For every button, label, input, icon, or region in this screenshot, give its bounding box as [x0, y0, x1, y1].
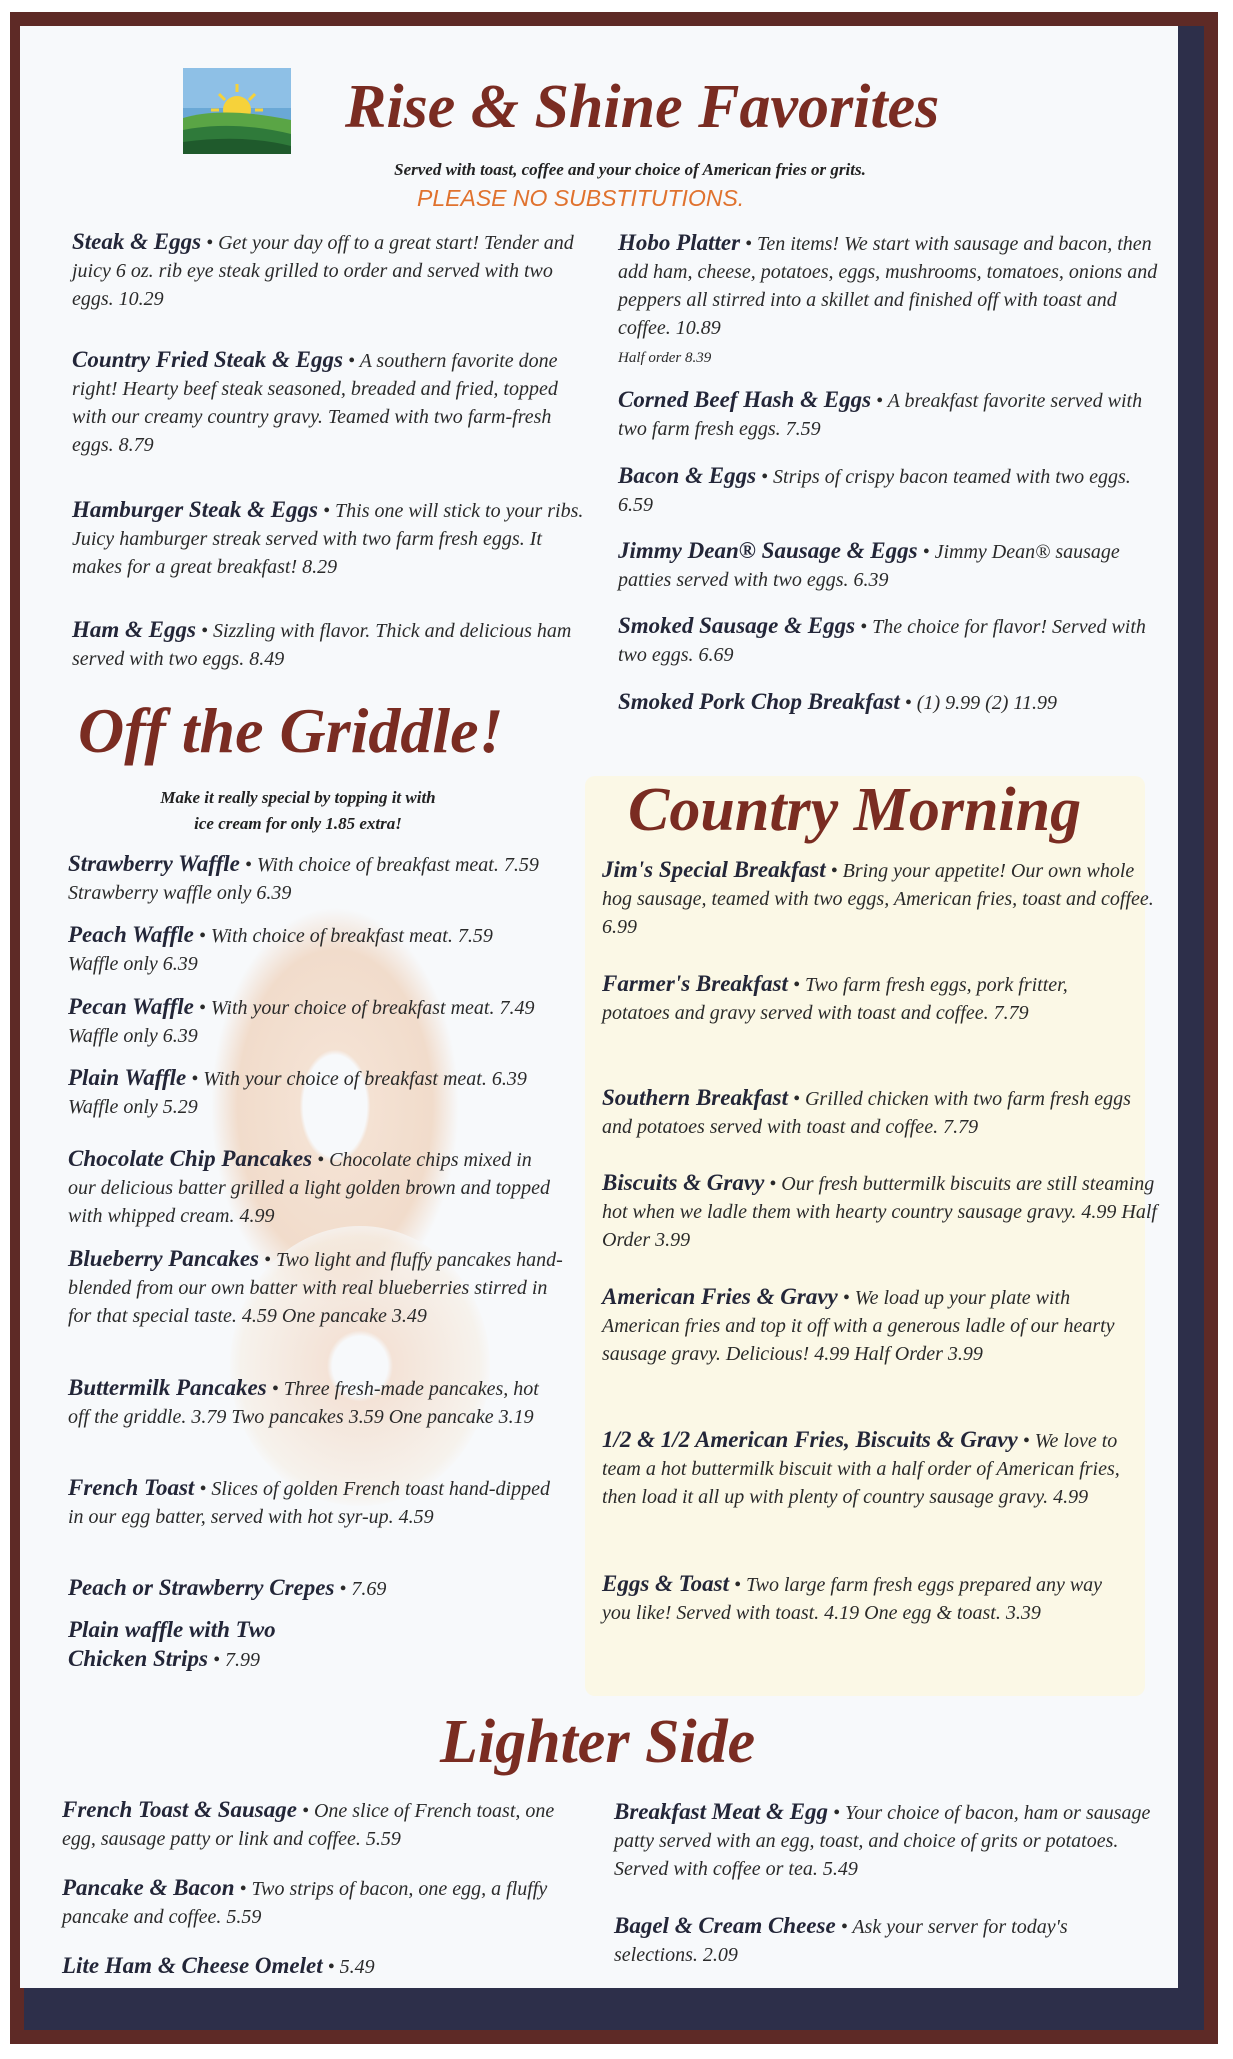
item-name: Chocolate Chip Pancakes: [68, 1146, 313, 1171]
menu-item: [618, 688, 1178, 717]
rise-served-note: Served with toast, coffee and your choice of American fries or grits.: [394, 160, 866, 179]
menu-item: [68, 1374, 548, 1431]
item-name: French Toast & Sausage: [62, 1797, 297, 1822]
item-desc: • Jimmy Dean® sausage patties served with two eggs. 6.39: [618, 541, 1120, 591]
menu-item: [62, 1796, 582, 1853]
item-name: Peach or Strawberry Crepes: [68, 1575, 335, 1600]
sunrise-logo-icon: [183, 68, 291, 154]
item-desc: • Two large farm fresh eggs prepared any way you like! Served with toast. 4.19 One egg & toast. 3.39: [602, 1574, 1103, 1624]
item-name: 1/2 & 1/2 American Fries, Biscuits & Gravy: [602, 1427, 1018, 1452]
item-desc: • With your choice of breakfast meat. 7.49 Waffle only 6.39: [68, 997, 535, 1047]
no-substitutions-note: PLEASE NO SUBSTITUTIONS.: [417, 185, 745, 211]
item-desc: • We load up your plate with American fries and top it off with a generous ladle of our hearty sausage gravy. Delicious! 4.99 Half Order 3.99: [602, 1287, 1115, 1365]
item-desc: • Strips of crispy bacon teamed with two eggs. 6.59: [618, 466, 1131, 516]
item-desc: • Chocolate chips mixed in our delicious batter grilled a light golden brown and topped with whipped cream. 4.99: [68, 1149, 551, 1227]
country-title: Country Morning: [628, 776, 1082, 844]
menu-item: [602, 1084, 1157, 1141]
item-desc: • Get your day off to a great start! Tender and juicy 6 oz. rib eye steak grilled to order and served with two eggs. 10.29: [72, 232, 574, 310]
item-desc: • This one will stick to your ribs. Juicy hamburger streak served with two farm fresh eggs. It makes for a great breakfast! 8.29: [72, 500, 584, 578]
menu-item: [72, 346, 577, 459]
item-name: Blueberry Pancakes: [68, 1246, 260, 1271]
item-desc: • Your choice of bacon, ham or sausage patty served with an egg, toast, and choice of grits or potatoes. Served with coffee or tea. 5.49: [614, 1802, 1151, 1880]
menu-item: [72, 616, 577, 673]
griddle-note-line2: ice cream for only 1.85 extra!: [194, 814, 402, 833]
item-name: Plain Waffle: [68, 1065, 187, 1090]
item-desc: • 7.69: [334, 1578, 387, 1600]
menu-item: [614, 1912, 1154, 1969]
item-name: French Toast: [68, 1475, 195, 1500]
griddle-title: Off the Griddle!: [78, 695, 504, 766]
item-name: Buttermilk Pancakes: [68, 1375, 267, 1400]
item-name: Farmer's Breakfast: [602, 971, 788, 996]
item-desc: • We love to team a hot buttermilk biscuit with a half order of American fries, then load it all up with plenty of country sausage gravy. 4.99: [602, 1430, 1120, 1508]
menu-item: [68, 1245, 568, 1330]
item-desc: • With choice of breakfast meat. 7.59 Strawberry waffle only 6.39: [68, 854, 539, 904]
menu-item: [68, 993, 548, 1050]
item-desc: • Grilled chicken with two farm fresh eggs and potatoes served with toast and coffee. 7.79: [602, 1088, 1131, 1138]
item-name: Plain waffle with Two Chicken Strips: [68, 1617, 276, 1671]
item-desc: • Bring your appetite! Our own whole hog sausage, teamed with two eggs, American fries, toast and coffee. 6.99: [602, 860, 1154, 938]
item-desc: • Two light and fluffy pancakes hand-blended from our own batter with real blueberries stirred in for that special taste. 4.59 One pancake 3.49: [68, 1249, 563, 1327]
item-desc: • Sizzling with flavor. Thick and delicious ham served with two eggs. 8.49: [72, 620, 572, 670]
item-name: Hamburger Steak & Eggs: [72, 497, 319, 522]
item-desc: • (1) 9.99 (2) 11.99: [899, 692, 1057, 714]
menu-item: [68, 1616, 358, 1674]
item-name: Steak & Eggs: [72, 229, 202, 254]
item-name: Country Fried Steak & Eggs: [72, 347, 343, 372]
menu-item: [62, 1874, 582, 1931]
lighter-title: Lighter Side: [440, 1708, 756, 1776]
menu-item: [68, 850, 568, 907]
item-desc: • Two farm fresh eggs, pork fritter, potatoes and gravy served with toast and coffee. 7.79: [602, 974, 1068, 1024]
rise-title: Rise & Shine Favorites: [345, 73, 940, 141]
menu-item: [68, 1145, 558, 1230]
menu-item: [618, 612, 1163, 669]
item-half-order: Half order 8.39: [618, 350, 712, 366]
item-name: Pecan Waffle: [68, 994, 194, 1019]
item-desc: • 7.99: [207, 1649, 260, 1671]
item-desc: • With choice of breakfast meat. 7.59 Waffle only 6.39: [68, 925, 493, 975]
item-desc: • Ask your server for today's selections. 2.09: [614, 1916, 1068, 1966]
item-desc: • Three fresh-made pancakes, hot off the griddle. 3.79 Two pancakes 3.59 One pancake 3.19: [68, 1378, 539, 1428]
item-name: American Fries & Gravy: [602, 1284, 838, 1309]
menu-item: [618, 462, 1163, 519]
item-name: Breakfast Meat & Egg: [614, 1799, 829, 1824]
item-name: Corned Beef Hash & Eggs: [618, 387, 872, 412]
menu-item: [602, 1283, 1132, 1368]
menu-item: [68, 1474, 558, 1531]
item-name: Lite Ham & Cheese Omelet: [62, 1953, 323, 1978]
griddle-note-line1: Make it really special by topping it with: [160, 788, 436, 807]
menu-item: [72, 228, 577, 313]
item-desc: • Two strips of bacon, one egg, a fluffy pancake and coffee. 5.59: [62, 1878, 548, 1928]
item-desc: • A breakfast favorite served with two farm fresh eggs. 7.59: [618, 390, 1143, 440]
menu-item: [602, 1426, 1157, 1511]
item-desc: • One slice of French toast, one egg, sausage patty or link and coffee. 5.59: [62, 1800, 555, 1850]
menu-item: [68, 1064, 548, 1121]
item-name: Eggs & Toast: [602, 1571, 729, 1596]
menu-item: [618, 537, 1163, 594]
item-name: Bagel & Cream Cheese: [614, 1913, 836, 1938]
item-desc: • 5.49: [322, 1956, 375, 1978]
menu-item: [68, 921, 548, 978]
item-name: Smoked Pork Chop Breakfast: [618, 689, 900, 714]
menu-item: [62, 1952, 582, 1981]
item-name: Smoked Sausage & Eggs: [618, 613, 856, 638]
item-desc: • Our fresh buttermilk biscuits are still steaming hot when we ladle them with hearty country sausage gravy. 4.99 Half Order 3.99: [602, 1173, 1157, 1251]
item-name: Southern Breakfast: [602, 1085, 788, 1110]
item-name: Jimmy Dean® Sausage & Eggs: [618, 538, 918, 563]
menu-item: [602, 970, 1122, 1027]
menu-item: [602, 856, 1157, 941]
item-name: Biscuits & Gravy: [602, 1170, 765, 1195]
menu-item: [72, 496, 592, 581]
item-name: Strawberry Waffle: [68, 851, 240, 876]
item-name: Ham & Eggs: [72, 617, 196, 642]
item-desc: • Ten items! We start with sausage and bacon, then add ham, cheese, potatoes, eggs, mushrooms, tomatoes, onions and peppers all stirred into a skillet and finished off with toast and coffee. 10.89: [618, 233, 1158, 339]
item-desc: • A southern favorite done right! Hearty beef steak seasoned, breaded and fried, topped with our creamy country gravy. Teamed with two farm-fresh eggs. 8.79: [72, 350, 558, 456]
item-name: Hobo Platter: [618, 230, 741, 255]
menu-item: [618, 386, 1163, 443]
menu-item: [602, 1169, 1157, 1254]
item-desc: • With your choice of breakfast meat. 6.39 Waffle only 5.29: [68, 1068, 527, 1118]
menu-item: [68, 1574, 568, 1603]
item-name: Jim's Special Breakfast: [602, 857, 826, 882]
menu-item: [618, 229, 1163, 372]
item-name: Peach Waffle: [68, 922, 194, 947]
menu-item: [602, 1570, 1132, 1627]
menu-item: [614, 1798, 1174, 1883]
item-desc: • Slices of golden French toast hand-dipped in our egg batter, served with hot syr-up. 4.59: [68, 1478, 550, 1528]
item-name: Pancake & Bacon: [62, 1875, 235, 1900]
item-desc: • The choice for flavor! Served with two eggs. 6.69: [618, 616, 1146, 666]
item-name: Bacon & Eggs: [618, 463, 757, 488]
